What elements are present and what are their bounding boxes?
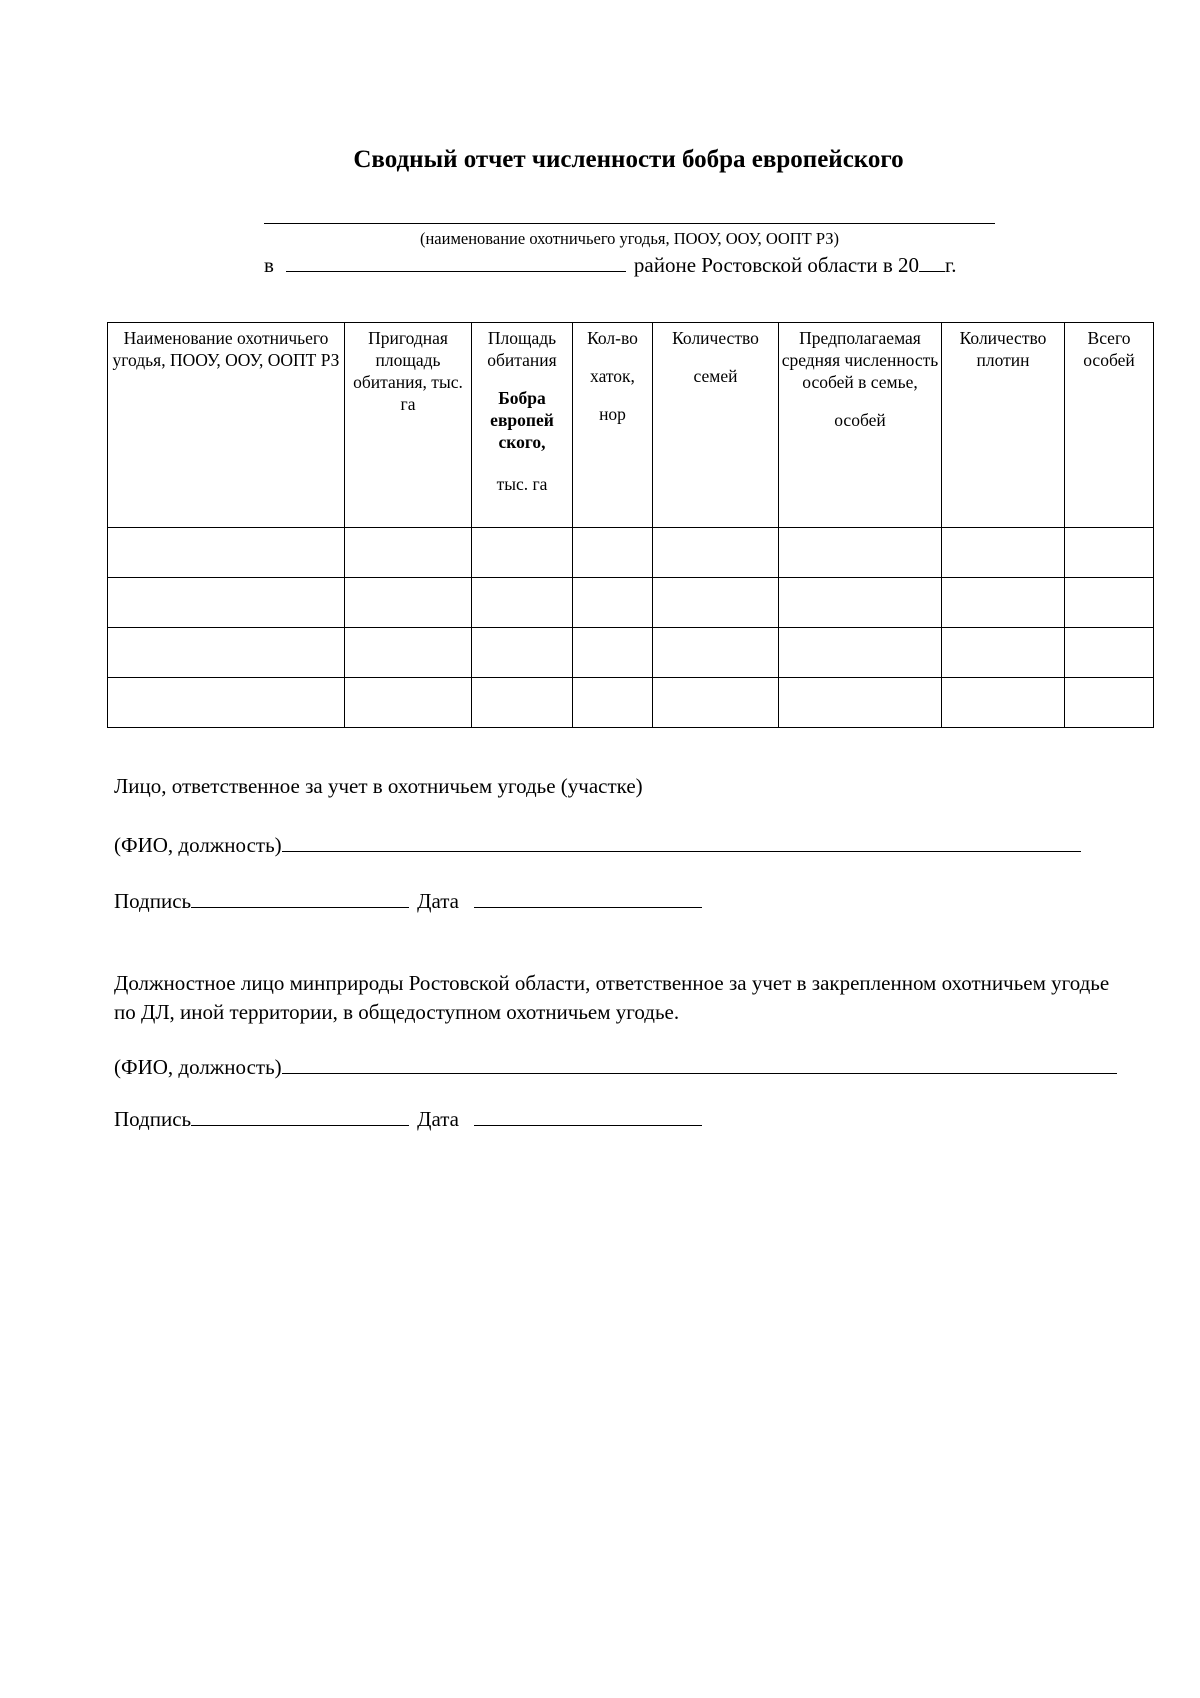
section2-fio-label: (ФИО, должность) (114, 1055, 282, 1079)
table-cell[interactable] (1065, 678, 1154, 728)
district-suffix: районе Ростовской области в 20 (633, 253, 920, 277)
header-hunting-ground-name: Наименование охотничьего угодья, ПООУ, ООУ, ООПТ РЗ (108, 323, 345, 528)
table-cell[interactable] (653, 578, 779, 628)
table-cell[interactable] (779, 678, 942, 728)
section1-signature-blank[interactable] (191, 887, 409, 908)
section1-heading: Лицо, ответственное за учет в охотничьем угодье (участке) (114, 774, 643, 798)
section1-fio-blank[interactable] (282, 831, 1081, 852)
section2-fio-blank[interactable] (282, 1053, 1117, 1074)
table-cell[interactable] (108, 678, 345, 728)
table-cell[interactable] (779, 578, 942, 628)
table-row (108, 528, 1154, 578)
table-cell[interactable] (472, 578, 573, 628)
org-name-caption: (наименование охотничьего угодья, ПООУ, ООУ, ООПТ РЗ) (419, 229, 839, 248)
table-row (108, 628, 1154, 678)
table-cell[interactable] (942, 578, 1065, 628)
table-cell[interactable] (345, 678, 472, 728)
table-cell[interactable] (653, 628, 779, 678)
header-habitat-area: Площадь обитания Бобра европей ского, тыс. га (472, 323, 573, 528)
section1-date-label: Дата (417, 889, 459, 913)
year-suffix: г. (945, 253, 957, 277)
header-dams-count: Количество плотин (942, 323, 1065, 528)
table-cell[interactable] (1065, 528, 1154, 578)
table-cell[interactable] (942, 678, 1065, 728)
table-row (108, 678, 1154, 728)
table-cell[interactable] (573, 578, 653, 628)
table-cell[interactable] (653, 528, 779, 578)
section1-fio-row (114, 831, 1081, 858)
table-cell[interactable] (345, 628, 472, 678)
table-cell[interactable] (1065, 628, 1154, 678)
table-cell[interactable] (345, 578, 472, 628)
section1-fio-label: (ФИО, должность) (114, 833, 282, 857)
table-cell[interactable] (653, 678, 779, 728)
section2-signature-blank[interactable] (191, 1105, 409, 1126)
section1-signature-row (114, 887, 702, 914)
section2-signature-row (114, 1105, 702, 1132)
section2-date-label: Дата (417, 1107, 459, 1131)
table-cell[interactable] (108, 628, 345, 678)
table-cell[interactable] (779, 628, 942, 678)
header-avg-per-family: Предполагаемая средняя численность особей в семье, особей (779, 323, 942, 528)
org-name-blank-line[interactable] (264, 223, 995, 224)
beaver-count-table (107, 322, 1154, 728)
table-cell[interactable] (573, 528, 653, 578)
table-cell[interactable] (942, 528, 1065, 578)
header-suitable-area: Пригодная площадь обитания, тыс. га (345, 323, 472, 528)
table-cell[interactable] (472, 678, 573, 728)
table-cell[interactable] (108, 528, 345, 578)
table-cell[interactable] (472, 528, 573, 578)
table-header-row (108, 323, 1154, 528)
header-lodges-burrows: Кол-во хаток, нор (573, 323, 653, 528)
table-row (108, 578, 1154, 628)
table-cell[interactable] (472, 628, 573, 678)
section1-date-blank[interactable] (474, 887, 702, 908)
header-total-individuals: Всего особей (1065, 323, 1154, 528)
district-row (264, 251, 1004, 278)
section2-signature-label: Подпись (114, 1107, 192, 1131)
section2-paragraph: Должностное лицо минприроды Ростовской области, ответственное за учет в закрепленном охотничьем угодье по ДЛ, иной территории, в общедоступном охотничьем угодье. (114, 971, 1110, 1024)
year-blank[interactable] (919, 253, 945, 272)
table-cell[interactable] (345, 528, 472, 578)
table-cell[interactable] (573, 628, 653, 678)
header-families-count: Количество семей (653, 323, 779, 528)
table-cell[interactable] (108, 578, 345, 628)
district-blank[interactable] (286, 251, 626, 272)
document-title: Сводный отчет численности бобра европейского (353, 146, 904, 173)
table-cell[interactable] (942, 628, 1065, 678)
table-cell[interactable] (1065, 578, 1154, 628)
table-cell[interactable] (573, 678, 653, 728)
section1-signature-label: Подпись (114, 889, 192, 913)
section2-fio-row (114, 1053, 1117, 1080)
district-prefix: в (264, 253, 274, 277)
table-cell[interactable] (779, 528, 942, 578)
section2-date-blank[interactable] (474, 1105, 702, 1126)
